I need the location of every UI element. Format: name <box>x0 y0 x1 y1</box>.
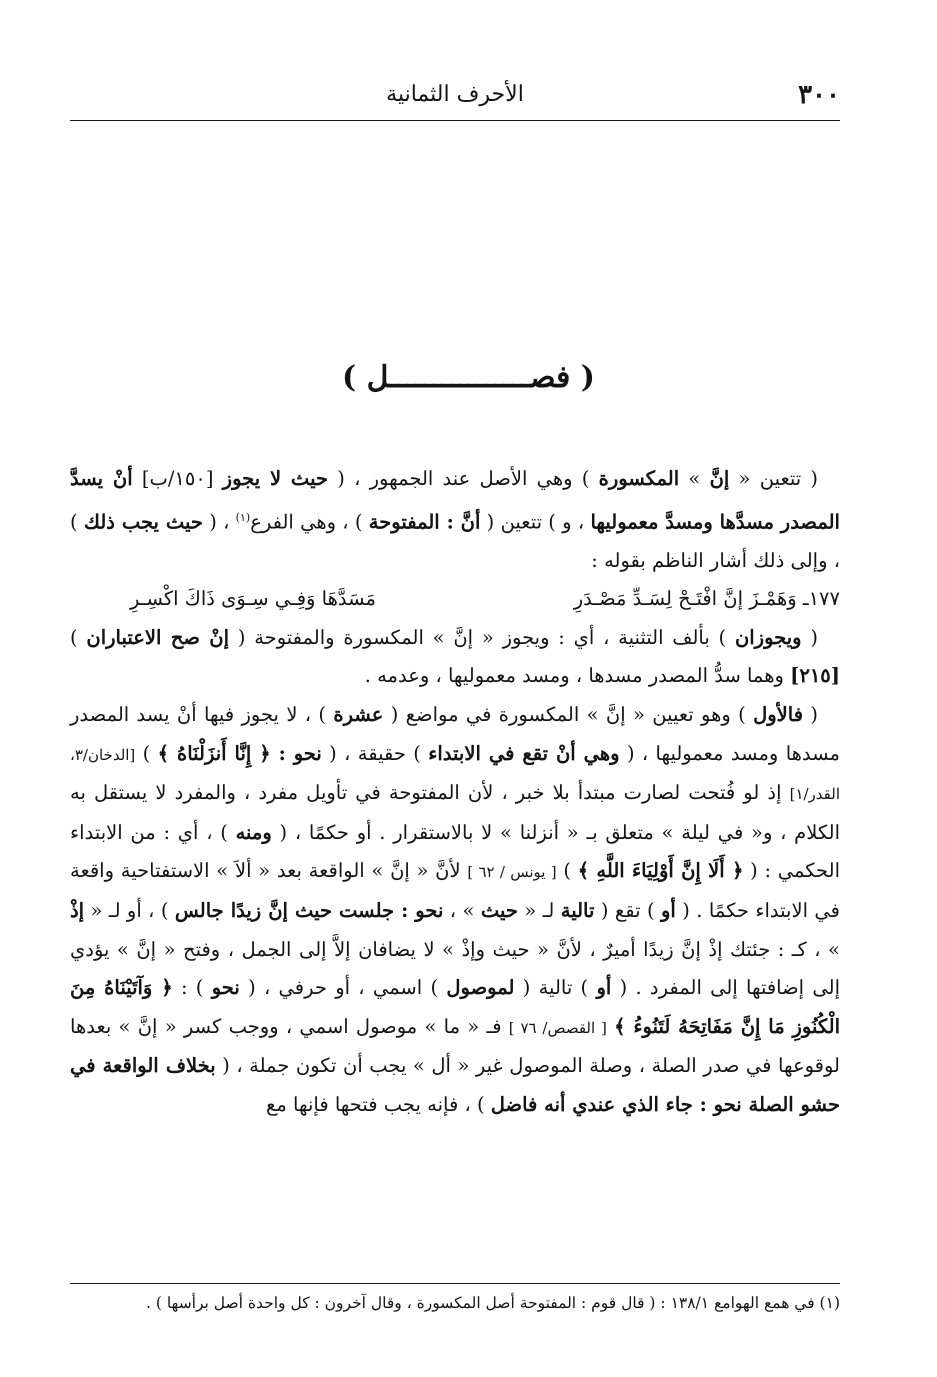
footnote-rule <box>70 1283 840 1284</box>
paragraph-1: ( تتعين « إنَّ » المكسورة ) وهي الأصل عند الجمهور ، ( حيث لا يجوز [١٥٠/ب] أنْ يسدَّ المصدر مسدَّها ومسدَّ معموليها ، و ) تتعين ( أنَّ : المفتوحة ) ، وهي الفرع$^{(١)}$ ، ( حيث يجب ذلك ) ، وإلى ذلك أشار الناظم بقوله : <box>70 467 840 572</box>
verse-second-hemistich: مَسَدَّهَا وَفِـي سِـوَى ذَاكَ اكْسِـرِ <box>130 587 376 611</box>
section-title: ( فصــــــــــــــــل ) <box>342 360 595 395</box>
quran-reference: [ القصص/ ٧٦ ] <box>508 1018 607 1037</box>
page-number: ٣٠٠ <box>798 80 840 110</box>
footnote: (١) في همع الهوامع ١٣٨/١ : ( قال قوم : المفتوحة أصل المكسورة ، وقال آخرون : كل واحدة أصل برأسها ) . <box>146 1294 840 1312</box>
paragraph-2: ( ويجوزان ) بألف التثنية ، أي : ويجوز « إنَّ » المكسورة والمفتوحة ( إنْ صح الاعتباران ) [٢١٥] وهما سدُّ المصدر مسدها ، ومسد معموليها ، وعدمه . <box>70 625 840 688</box>
verse-first-hemistich: ١٧٧ـ وَهَمْـزَ إنَّ افْتَـحْ لِسَـدِّ مَصْـدَرِ <box>573 587 840 611</box>
quran-reference: [الدخان/٣، القدر/١] <box>70 745 840 804</box>
header-rule <box>70 120 840 121</box>
running-header <box>70 78 840 118</box>
body-text <box>70 460 840 1125</box>
quran-reference: [ يونس / ٦٢ ] <box>467 863 557 882</box>
footnote-marker: (١) <box>235 510 251 524</box>
paragraph-3: ( فالأول ) وهو تعيين « إنَّ » المكسورة في مواضع ( عشرة ) ، لا يجوز فيها أنْ يسد المصدر مسدها ومسد معموليها ، ( وهي أنْ تقع في الابتداء ) حقيقة ، ( نحو : ﴿ إِنَّا أَنزَلْنَاهُ ﴾ ) [الدخان/٣، القدر/١] إذ لو فُتحت لصارت مبتدأ بلا خبر ، لأن المفتوحة في تأويل مفرد ، والمفرد لا يستقل به الكلام ، و« في ليلة » متعلق بـ « أنزلنا » لا بالاستقرار . أو حكمًا ، ( ومنه ) ، أي : من الابتداء الحكمي : ( ﴿ أَلَا إِنَّ أَوْلِيَاءَ اللَّهِ ﴾ ) [ يونس / ٦٢ ] لأنَّ « إنَّ » الواقعة بعد « ألاَ » الاستفتاحية واقعة في الابتداء حكمًا . ( أو ) تقع ( تالية لـ « حيث » ، نحو : جلست حيث إنَّ زيدًا جالس ) ، أو لـ « إذْ » ، كـ : جئتك إذْ إنَّ زيدًا أميرٌ ، لأنَّ « حيث وإذْ » لا يضافان إلاَّ إلى الجمل ، وفتح « إنَّ » يؤدي إلى إضافتها إلى المفرد . ( أو ) تالية ( لموصول ) اسمي ، أو حرفي ، ( نحو ) : ﴿ وَآتَيْنَاهُ مِنَ الْكُنُوزِ مَا إِنَّ مَفَاتِحَهُ لَتَنُوءُ ﴾ [ القصص/ ٧٦ ] فـ « ما » موصول اسمي ، ووجب كسر « إنَّ » بعدها لوقوعها في صدر الصلة ، وصلة الموصول غير « أل » يجب أن تكون جملة ، ( بخلاف الواقعة في حشو الصلة نحو : جاء الذي عندي أنه فاضل ) ، فإنه يجب فتحها فإنها مع <box>70 703 841 1116</box>
running-title: الأحرف الثمانية <box>386 82 524 107</box>
verse-line <box>70 580 840 619</box>
